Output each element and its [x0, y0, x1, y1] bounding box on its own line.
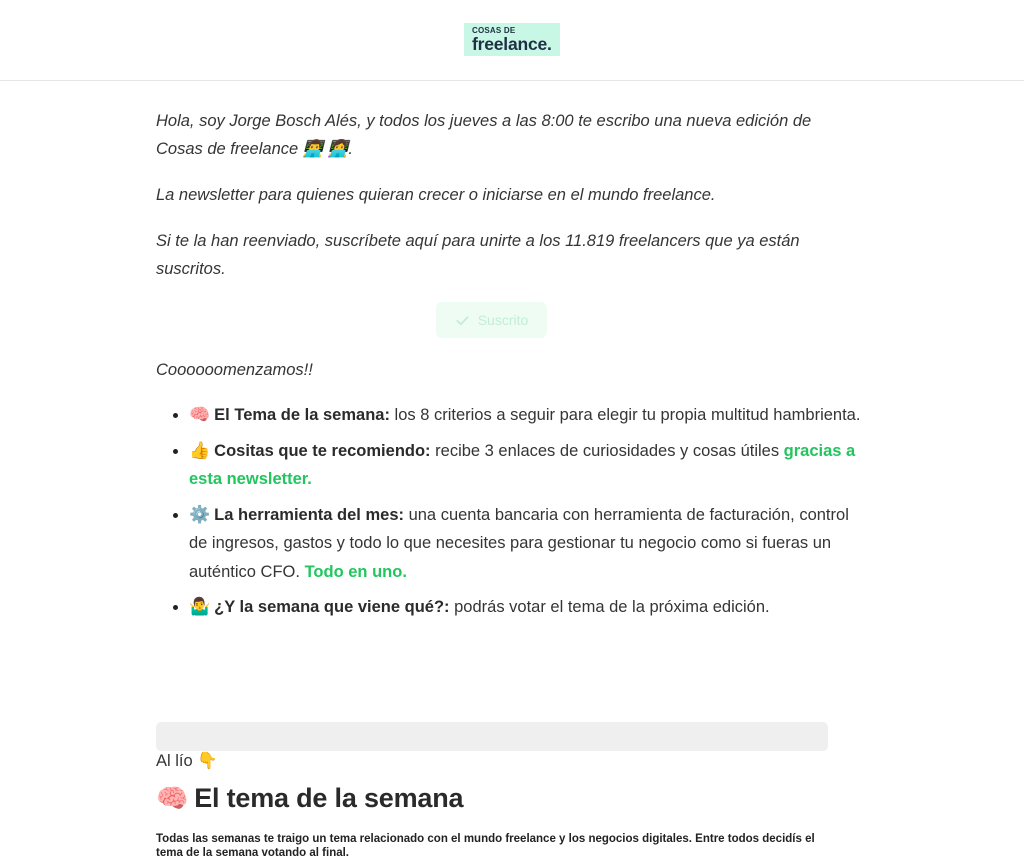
logo-small-text: COSAS DE: [472, 25, 516, 35]
agenda-title: La herramienta del mes:: [214, 505, 404, 524]
agenda-title: ¿Y la semana que viene qué?:: [214, 598, 450, 616]
brain-icon: 🧠: [156, 783, 189, 813]
intro-subscribe-text: Si te la han reenviado, suscríbete aquí para unirte a los 11.819 freelancers que ya están suscritos.: [156, 232, 800, 278]
brain-icon: 🧠: [189, 405, 211, 424]
intro-greeting: Hola, soy Jorge Bosch Alés, y todos los jueves a las 8:00 te escribo una nueva edición de Cosas de freelance 👨‍💻 👩‍💻.: [156, 112, 812, 158]
section-divider: [156, 722, 828, 751]
header-bar: [0, 0, 1024, 81]
section-intro: Todas las semanas te traigo un tema relacionado con el mundo freelance y los negocios digitales. Entre todos decidís el tema de la semana votando al final.: [156, 833, 815, 859]
list-item: [189, 401, 861, 430]
logo[interactable]: [464, 23, 560, 56]
shrug-icon: 🤷‍♂️: [189, 597, 211, 616]
agenda-text: podrás votar el tema de la próxima edición.: [449, 598, 770, 616]
section-heading: [156, 783, 463, 814]
agenda-text: una cuenta bancaria con herramienta de facturación, control de ingresos, gastos y todo lo que necesites para gestionar tu negocio como si fueras un auténtico CFO.: [189, 505, 849, 581]
section-title: El tema de la semana: [194, 783, 464, 813]
agenda-title: El Tema de la semana:: [214, 406, 390, 424]
list-item: [189, 437, 861, 494]
gear-icon: ⚙️: [189, 504, 211, 524]
subscribed-label: Suscrito: [477, 312, 529, 328]
intro-tagline: La newsletter para quienes quieran crecer o iniciarse en el mundo freelance.: [156, 186, 716, 204]
checkmark-icon: [455, 313, 470, 328]
list-item: [189, 501, 861, 587]
start-text: Coooooomenzamos!!: [156, 361, 313, 379]
tool-link[interactable]: Todo en uno.: [304, 562, 407, 581]
al-lio-text: Al lío 👇: [156, 752, 218, 770]
agenda-text: los 8 criterios a seguir para elegir tu propia multitud hambrienta.: [389, 406, 861, 424]
thumbs-up-icon: 👍: [189, 440, 211, 460]
subscribed-button[interactable]: [436, 302, 547, 338]
subscribe-area: [436, 302, 547, 338]
logo-main-text: freelance.: [472, 33, 552, 54]
agenda-list: [156, 401, 861, 629]
agenda-text: recibe 3 enlaces de curiosidades y cosas útiles: [430, 441, 784, 460]
list-item: [189, 593, 861, 622]
agenda-title: Cositas que te recomiendo:: [214, 441, 431, 460]
newsletter-link[interactable]: gracias a esta newsletter.: [189, 441, 856, 488]
